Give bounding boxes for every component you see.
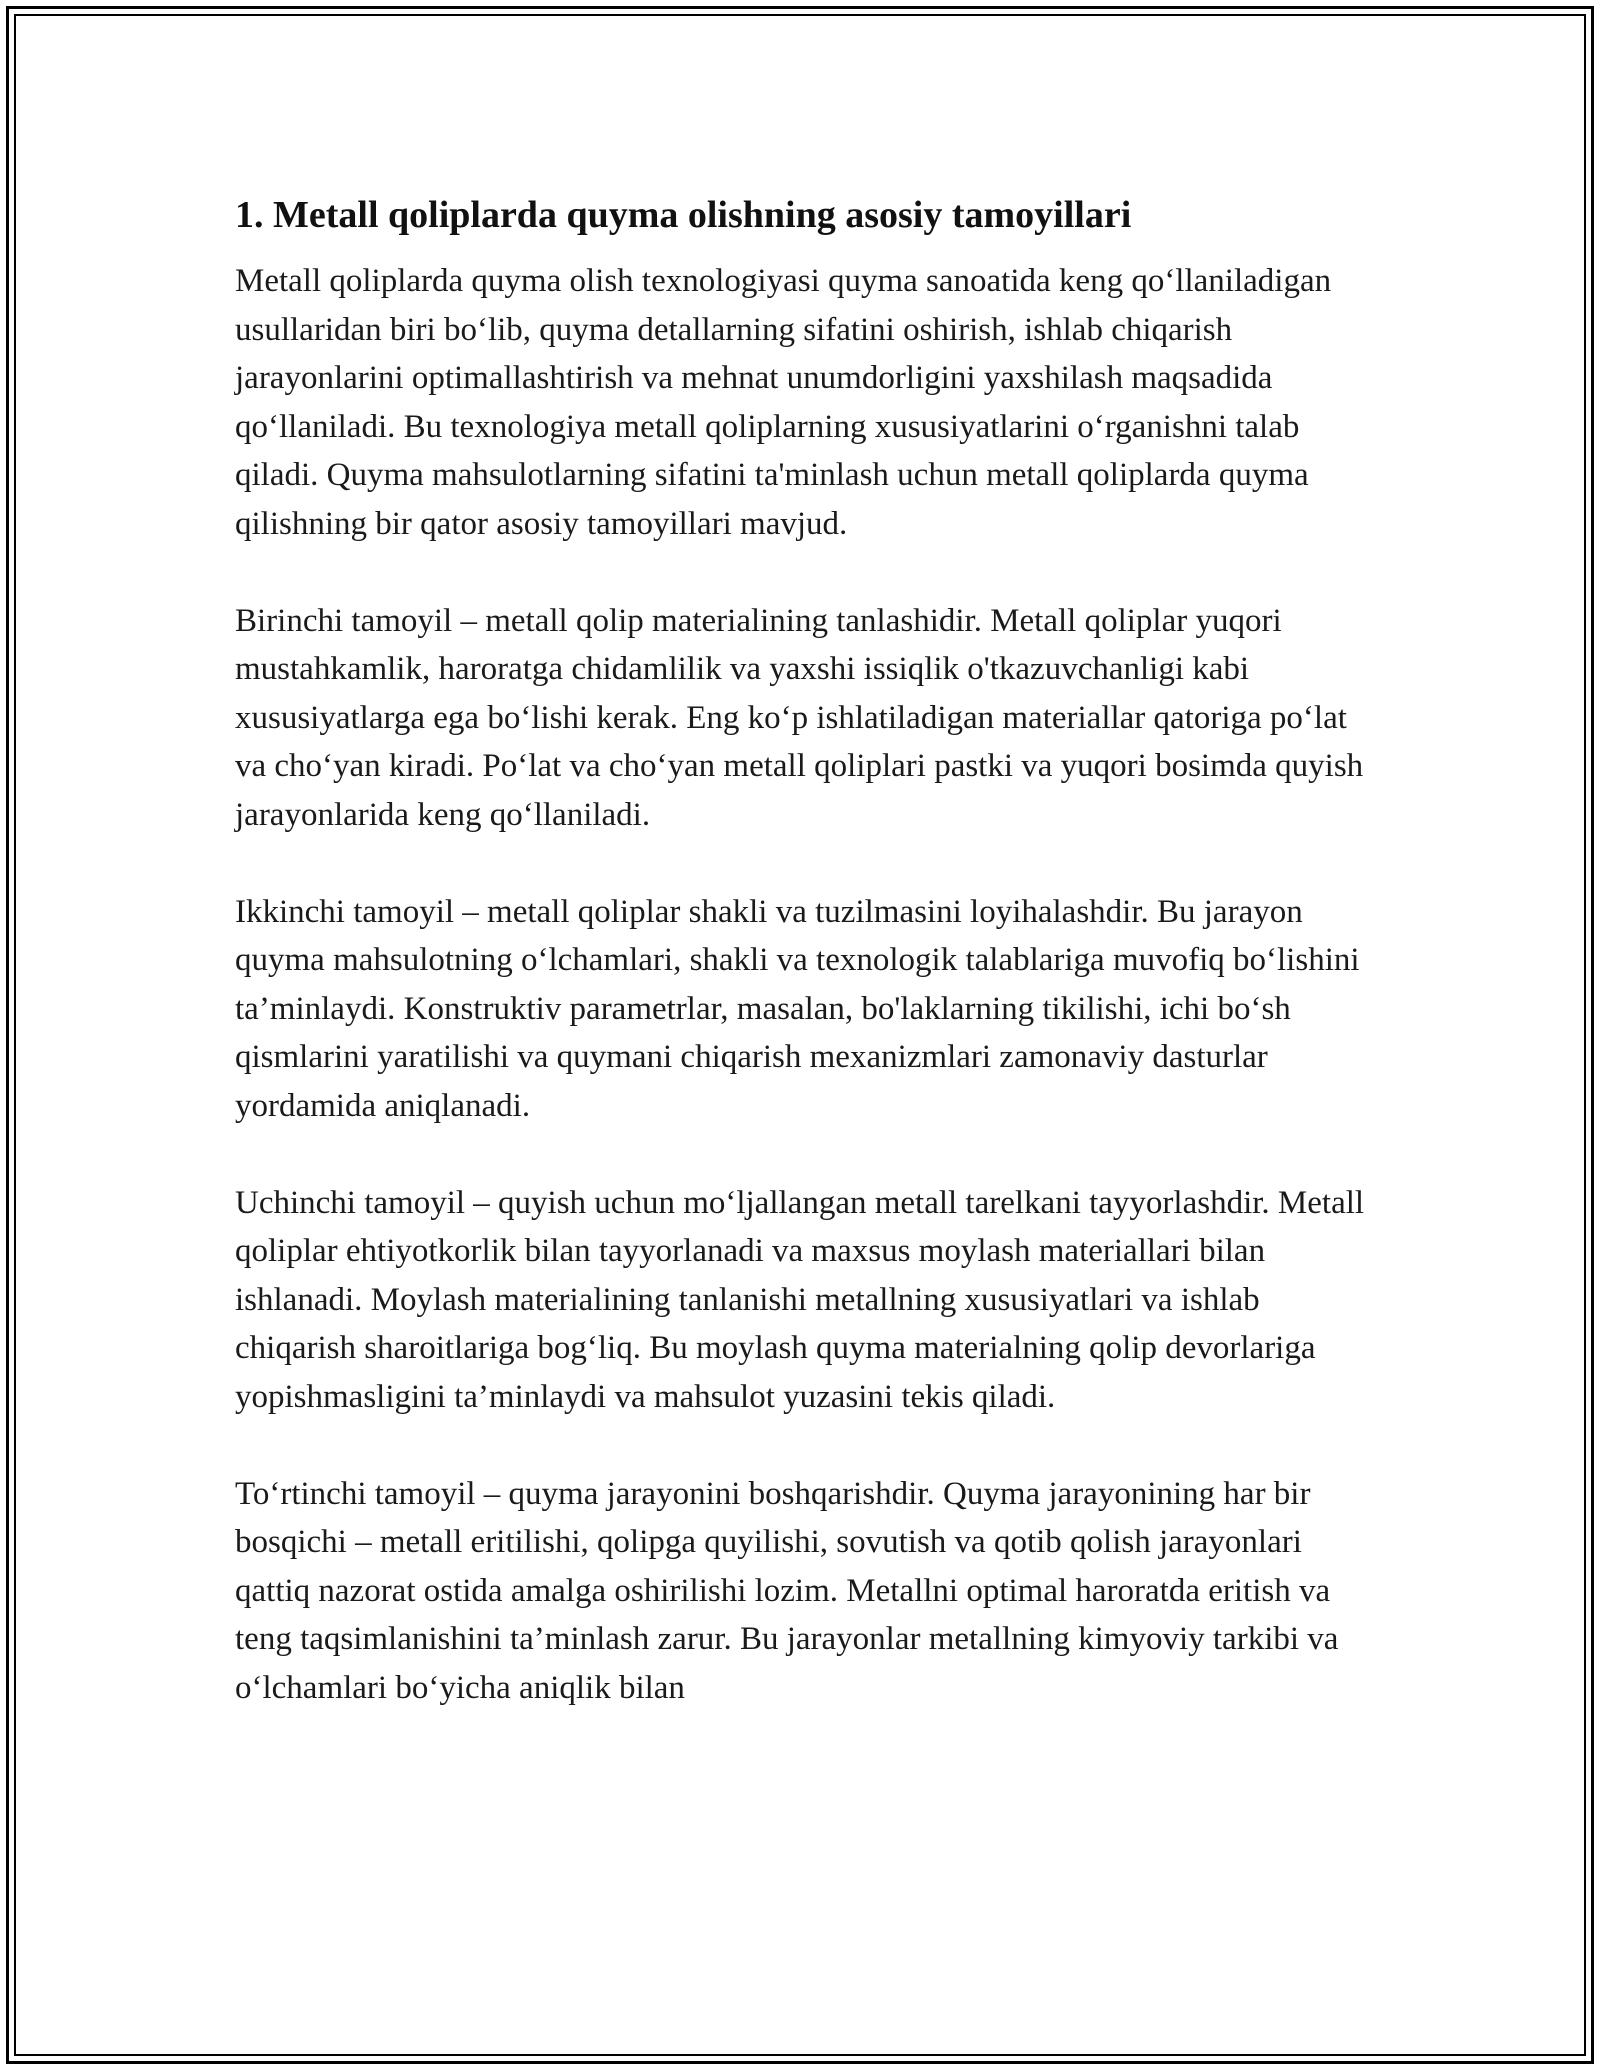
paragraph-first-principle: Birinchi tamoyil – metall qolip materialining tanlashidir. Metall qoliplar yuqori mustahkamlik, haroratga chidamlilik va yaxshi issiqlik o'tkazuvchanligi kabi xususiyatlarga ega bo‘lishi kerak. Eng ko‘p ishlatiladigan materiallar qatoriga po‘lat va cho‘yan kiradi. Po‘lat va cho‘yan metall qoliplari pastki va yuqori bosimda quyish jarayonlarida keng qo‘llaniladi. (235, 602, 1364, 833)
document-body (235, 185, 1365, 1761)
section-heading: 1. Metall qoliplarda quyma olishning asosiy tamoyillari (235, 194, 1132, 236)
paragraph-second-principle: Ikkinchi tamoyil – metall qoliplar shakli va tuzilmasini loyihalashdir. Bu jarayon quyma mahsulotning o‘lchamlari, shakli va texnologik talablariga muvofiq bo‘lishini ta’minlaydi. Konstruktiv parametrlar, masalan, bo'laklarning tikilishi, ichi bo‘sh qismlarini yaratilishi va quymani chiqarish mexanizmlari zamonaviy dasturlar yordamida aniqlanadi. (235, 893, 1360, 1124)
paragraph-fourth-principle: To‘rtinchi tamoyil – quyma jarayonini boshqarishdir. Quyma jarayonining har bir bosqichi – metall eritilishi, qolipga quyilishi, sovutish va qotib qolish jarayonlari qattiq nazorat ostida amalga oshirilishi lozim. Metallni optimal haroratda eritish va teng taqsimlanishini ta’minlash zarur. Bu jarayonlar metallning kimyoviy tarkibi va o‘lchamlari bo‘yicha aniqlik bilan (235, 1475, 1339, 1706)
paragraph-third-principle: Uchinchi tamoyil – quyish uchun mo‘ljallangan metall tarelkani tayyorlashdir. Metall qoliplar ehtiyotkorlik bilan tayyorlanadi va maxsus moylash materiallari bilan ishlanadi. Moylash materialining tanlanishi metallning xususiyatlari va ishlab chiqarish sharoitlariga bog‘liq. Bu moylash quyma materialning qolip devorlariga yopishmasligini ta’minlaydi va mahsulot yuzasini tekis qiladi. (235, 1184, 1365, 1415)
paragraph-intro: Metall qoliplarda quyma olish texnologiyasi quyma sanoatida keng qo‘llaniladigan usullaridan biri bo‘lib, quyma detallarning sifatini oshirish, ishlab chiqarish jarayonlarini optimallashtirish va mehnat unumdorligini yaxshilash maqsadida qo‘llaniladi. Bu texnologiya metall qoliplarning xususiyatlarini o‘rganishni talab qiladi. Quyma mahsulotlarning sifatini ta'minlash uchun metall qoliplarda quyma qilishning bir qator asosiy tamoyillari mavjud. (235, 263, 1332, 542)
